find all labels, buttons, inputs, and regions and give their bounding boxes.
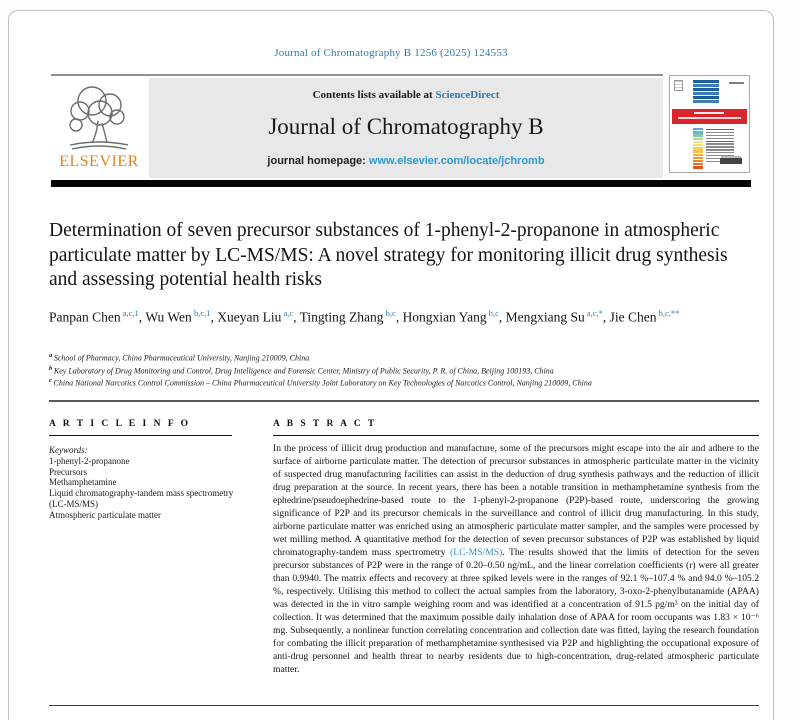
keyword-item: Methamphetamine (49, 477, 117, 488)
author-name: Xueyan Liu (217, 309, 282, 325)
author-name: Wu Wen (145, 309, 192, 325)
homepage-url-link[interactable]: www.elsevier.com/locate/jchromb (368, 155, 545, 167)
journal-cover-thumbnail[interactable] (669, 75, 750, 173)
elsevier-wordmark: ELSEVIER (59, 153, 139, 170)
author-list: Panpan Chen $^{a,c,1}$, Wu Wen $^{b,c,1}$, Xueyan Liu $^{a,c}$, Tingting Zhang $^{b,c}$, Hongxian Yang $^{b,c}$, Mengxiang Su $^{a,c,*}$, Jie Chen $^{b,c,**}$ (49, 308, 680, 325)
lcms-inline-link[interactable]: (LC-MS/MS) (450, 547, 503, 558)
author-affil-sup[interactable]: b,c,1 (191, 308, 211, 318)
author-name: Mengxiang Su (505, 309, 585, 325)
cover-red-band (672, 109, 747, 124)
author-affil-sup[interactable]: b,c,** (656, 308, 680, 318)
abstract-text-pre: In the process of illicit drug production and manufacture, some of the precursors might escape into the air and adhere to the surface of airborne particulate matter. The detection of precursor substances in atmospheric particulate matter in the vicinity of suspected drug manufacturing facilities can assist in the deduction of drug synthesis pathways and the reduction of illicit drug preparation at the source. In recent years, there has been a notable transition in methamphetamine synthesis from the ephedrine/pseudoephedrine-based route to the 1-phenyl-2-propanone (P2P)-based route, underscoring the growing significance of P2P and its precursor chemicals in the surveillance and control of illicit drug manufacturing. In this study, airborne particulate matter was enriched using an atmospheric particulate matter sampler, and the samples were processed by wet milling method. A quantitative method for the detection of seven precursor substances of P2P was established by liquid chromatography-tandem mass spectrometry (273, 443, 759, 558)
abstract-text-post: . The results showed that the limits of detection for the seven precursor substances of P2P were in the range of 0.20–0.50 ng/mL, and the linear correlation coefficients (r) were all greater than 0.9940. The matrix effects and recovery at three spiked levels were in the ranges of 92.1 %–107.4 % and 94.0 %–105.2 %, respectively. Utilising this method to collect the actual samples from the laboratory, 3-oxo-2-phenylbutanamide (APAA) was detected in the in vitro sample weighing room and was identified at a concentration of 91.5 pg/m³ on the initial day of collection. It was determined that the maximum possible daily inhalation dose of APAA for room occupants was 1.83 × 10⁻⁶ mg. Subsequently, a nonlinear function correlating concentration and collection date was fitted, laying the research foundation for combating the illicit preparation of methamphetamine synthesised via P2P and highlighting the occupational exposure of anti-drug personnel and health threat to nearby residents due to high-concentration, drug-related atmospheric particulate matter. (273, 547, 759, 675)
author-name: Jie Chen (609, 309, 657, 325)
keywords-list (49, 456, 249, 521)
affiliation-item: $^c$ China National Narcotics Control Commission – China Pharmaceutical University Joint Laboratory on Key Technologies of Narcotics Control, Nanjing 210009, China (49, 377, 592, 388)
author-affil-sup[interactable]: b,c (486, 308, 499, 318)
author-affil-sup[interactable]: b,c (383, 308, 396, 318)
author-affil-sup[interactable]: a,c,* (584, 308, 603, 318)
elsevier-tree-icon (62, 81, 136, 155)
keyword-item: Liquid chromatography-tandem mass spectrometry (LC-MS/MS) (49, 488, 234, 509)
section-top-rule (49, 400, 759, 402)
citation-link[interactable]: Journal of Chromatography B 1256 (2025) 124553 (274, 47, 508, 59)
cover-gradient-stripes (693, 128, 703, 169)
article-page (8, 10, 774, 720)
author-name: Hongxian Yang (402, 309, 487, 325)
author-name: Tingting Zhang (299, 309, 384, 325)
keyword-item: 1-phenyl-2-propanone (49, 455, 130, 466)
affiliation-list (49, 351, 759, 389)
contents-available-line (149, 89, 663, 101)
keywords-block (49, 445, 249, 521)
paper-title: Determination of seven precursor substances of 1-phenyl-2-propanone in atmospheric particulate matter by LC-MS/MS: A novel strategy for monitoring illicit drug synthesis and assessing potential health risks (49, 220, 728, 290)
abstract-underline (273, 435, 759, 436)
cover-top-text (729, 82, 744, 84)
keyword-item: Precursors (49, 466, 87, 477)
section-bottom-rule (49, 705, 759, 706)
homepage-line (149, 155, 663, 167)
author-name: Panpan Chen (49, 309, 121, 325)
affiliation-item: $^b$ Key Laboratory of Drug Monitoring and Control, Drug Intelligence and Forensic Center, Ministry of Public Security, P. R. of China, Beijing 100193, China (49, 364, 554, 376)
author-affil-sup[interactable]: a,c,1 (120, 308, 139, 318)
keyword-item: Atmospheric particulate matter (49, 509, 161, 520)
journal-title: Journal of Chromatography B (268, 114, 544, 139)
abstract-heading: A B S T R A C T (273, 419, 377, 429)
author-affil-sup[interactable]: a,c (281, 308, 294, 318)
header-top-rule (51, 74, 663, 76)
journal-header-box (149, 78, 663, 178)
homepage-label: journal homepage: (267, 155, 369, 167)
article-info-heading: A R T I C L E I N F O (49, 419, 191, 429)
elsevier-logo[interactable] (51, 81, 147, 179)
cover-blue-stripes (693, 80, 719, 104)
header-divider-bar (51, 180, 751, 187)
abstract-paragraph (273, 442, 759, 676)
cover-barcode-icon (720, 158, 742, 164)
affiliation-item: $^a$ School of Pharmacy, China Pharmaceutical University, Nanjing 210009, China (49, 352, 310, 363)
keywords-label: Keywords: (49, 445, 88, 455)
sciencedirect-link[interactable]: ScienceDirect (435, 89, 500, 101)
article-info-underline (49, 435, 232, 436)
contents-label: Contents lists available at (312, 89, 436, 101)
cover-elsevier-mark-icon (674, 80, 683, 91)
